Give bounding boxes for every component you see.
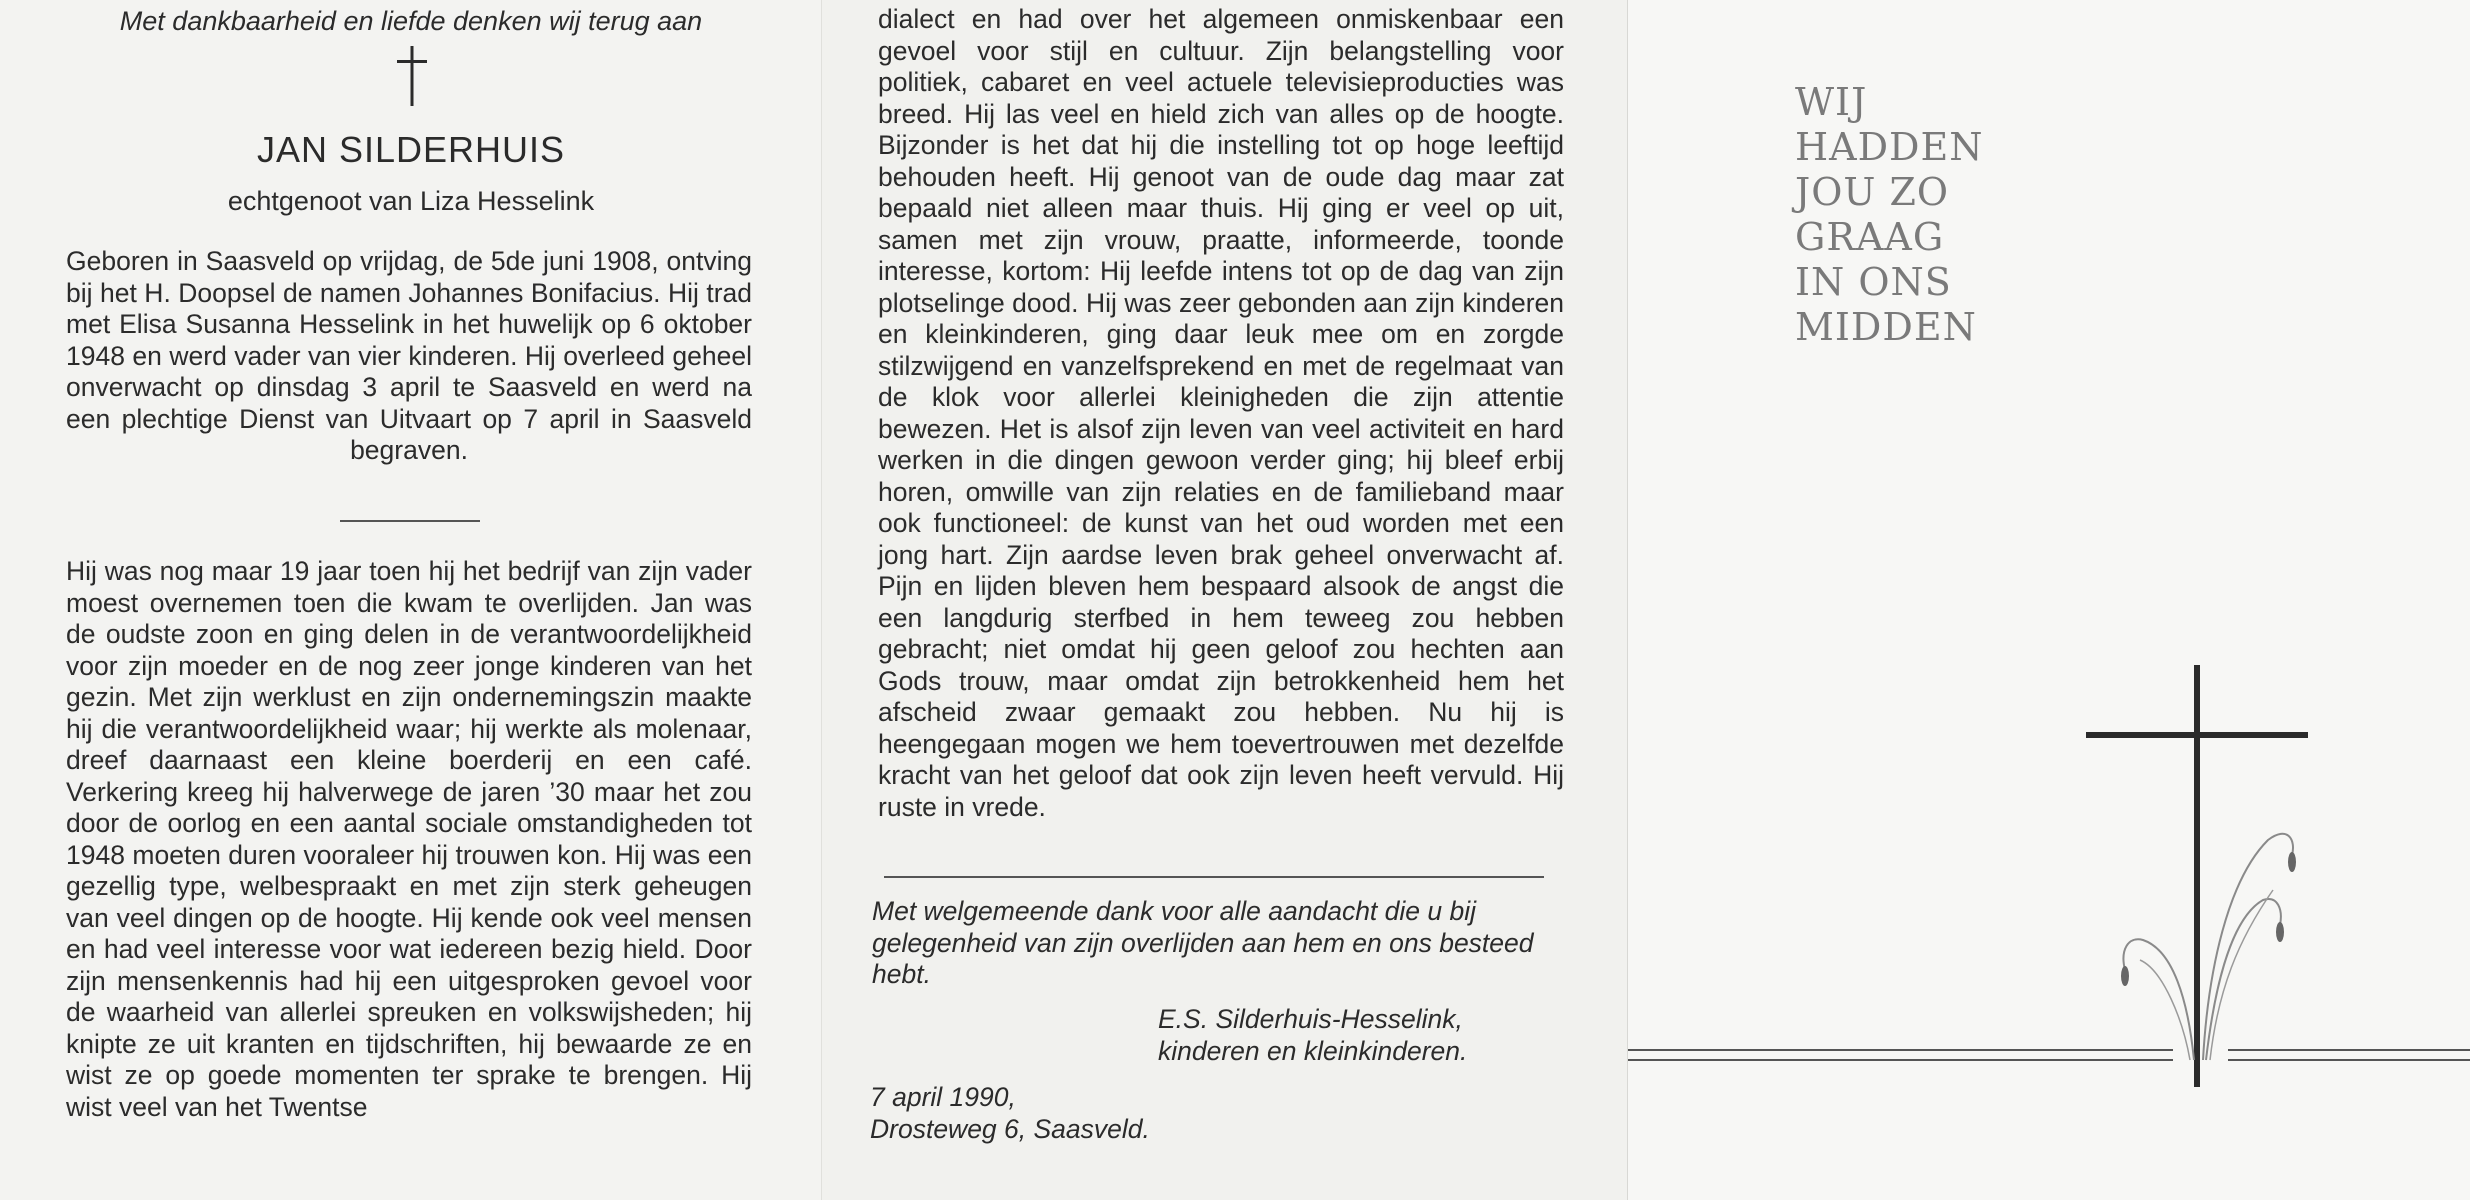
date-address-block — [870, 1082, 1150, 1145]
biography-paragraph — [66, 246, 752, 467]
biography-text: Geboren in Saasveld op vrijdag, de 5de juni 1908, ontving bij het H. Doopsel de namen Johannes Bonifacius. Hij trad met Elisa Susanna Hesselink in het huwelijk op 6 oktober 1948 en werd vader van vier kinderen. Hij overleed geheel onverwacht op dinsdag 3 april te Saasveld en werd na een plechtige Dienst van Uitvaart op 7 april in Saasveld begraven. — [66, 246, 752, 465]
long-divider — [884, 876, 1544, 878]
address-line: Drosteweg 6, Saasveld. — [870, 1113, 1150, 1144]
life-story-part2 — [878, 4, 1564, 823]
deceased-name: JAN SILDERHUIS — [256, 129, 566, 170]
latin-cross-icon — [395, 46, 429, 106]
left-panel — [0, 0, 822, 1200]
verse-line-3: JOU ZO — [1795, 170, 1950, 214]
intro-line: Met dankbaarheid en liefde denken wij terug aan — [119, 6, 703, 36]
verse-line-1: WIJ — [1795, 80, 1868, 124]
signature-line-1: E.S. Silderhuis-Hesselink, — [1158, 1004, 1463, 1034]
verse — [1795, 80, 1984, 350]
verse-line-2: HADDEN — [1795, 125, 1984, 169]
cross-with-snowdrops-icon — [1628, 640, 2470, 1120]
spouse-line: echtgenoot van Liza Hesselink — [227, 186, 595, 216]
signature-block — [1158, 1004, 1467, 1067]
verse-line-6: MIDDEN — [1795, 305, 1977, 349]
life-story-text-1: Hij was nog maar 19 jaar toen hij het bedrijf van zijn vader moest overnemen toen die kwam te overlijden. Jan was de oudste zoon en ging delen in de verantwoordelijkheid voor zijn moeder en de nog zeer jonge kinderen van het gezin. Met zijn werklust en zijn ondernemingszin maakte hij die verantwoordelijkheid waar; hij werkte als molenaar, dreef daarnaast een kleine boerderij en een café. Verkering kreeg hij halverwege de jaren ’30 maar het zou door de oorlog en een aantal sociale omstandigheden tot 1948 moeten duren vooraleer hij trouwen kon. Hij was een gezellig type, welbespraakt en met zijn sterk geheugen van veel dingen op de hoogte. Hij kende ook veel mensen en had veel interesse voor wat iedereen bezig hield. Door zijn mensenkennis had hij een uitgesproken gevoel voor de waarheid van allerlei spreuken en volkswijsheden; hij knipte ze uit kranten en tijdschriften, hij bewaarde ze en wist ze op goede momenten ter sprake te brengen. Hij wist veel van het Twentse — [66, 556, 752, 1122]
short-divider — [340, 520, 480, 522]
verse-line-5: IN ONS — [1795, 260, 1952, 304]
life-story-text-2: dialect en had over het algemeen onmiskenbaar een gevoel voor stijl en cultuur. Zijn belangstelling voor politiek, cabaret en veel actuele televisieproducties was breed. Hij las veel en hield zich van alles op de hoogte. Bijzonder is het dat hij die instelling tot op hoge leeftijd behouden heeft. Hij genoot van de oude dag maar zat bepaald niet alleen maar thuis. Hij ging er veel op uit, samen met zijn vrouw, praatte, informeerde, toonde interesse, kortom: Hij leefde intens tot op de dag van zijn plotselinge dood. Hij was zeer gebonden aan zijn kinderen en kleinkinderen, ging daar leuk mee om en zorgde stilzwijgend en vanzelfsprekend en met de regelmaat van de klok voor allerlei kleinigheden die zijn attentie bewezen. Het is alsof zijn leven van veel activiteit en hard werken in die dingen gewoon verder ging; hij bleef erbij horen, omwille van zijn relaties en de familieband maar ook functioneel: de kunst van het oud worden met een jong hart. Zijn aardse leven brak geheel onverwacht af. Pijn en lijden bleven hem bespaard alsook de angst die een langdurig sterfbed in hem teweeg zou hebben gebracht; niet omdat hij geen geloof zou hechten aan Gods trouw, maar omdat zijn betrokkenheid hem het afscheid zwaar gemaakt zou hebben. Nu hij is heengegaan mogen we hem toevertrouwen met dezelfde kracht van het geloof dat ook zijn leven heeft vervuld. Hij ruste in vrede. — [878, 4, 1564, 822]
signature-line-2: kinderen en kleinkinderen. — [1158, 1035, 1468, 1066]
thanks-text: Met welgemeende dank voor alle aandacht die u bij gelegenheid van zijn overlijden aan hem en ons besteed hebt. — [872, 896, 1534, 989]
life-story-part1 — [66, 556, 752, 1123]
date-line: 7 april 1990, — [870, 1082, 1016, 1112]
verse-line-4: GRAAG — [1795, 215, 1945, 259]
